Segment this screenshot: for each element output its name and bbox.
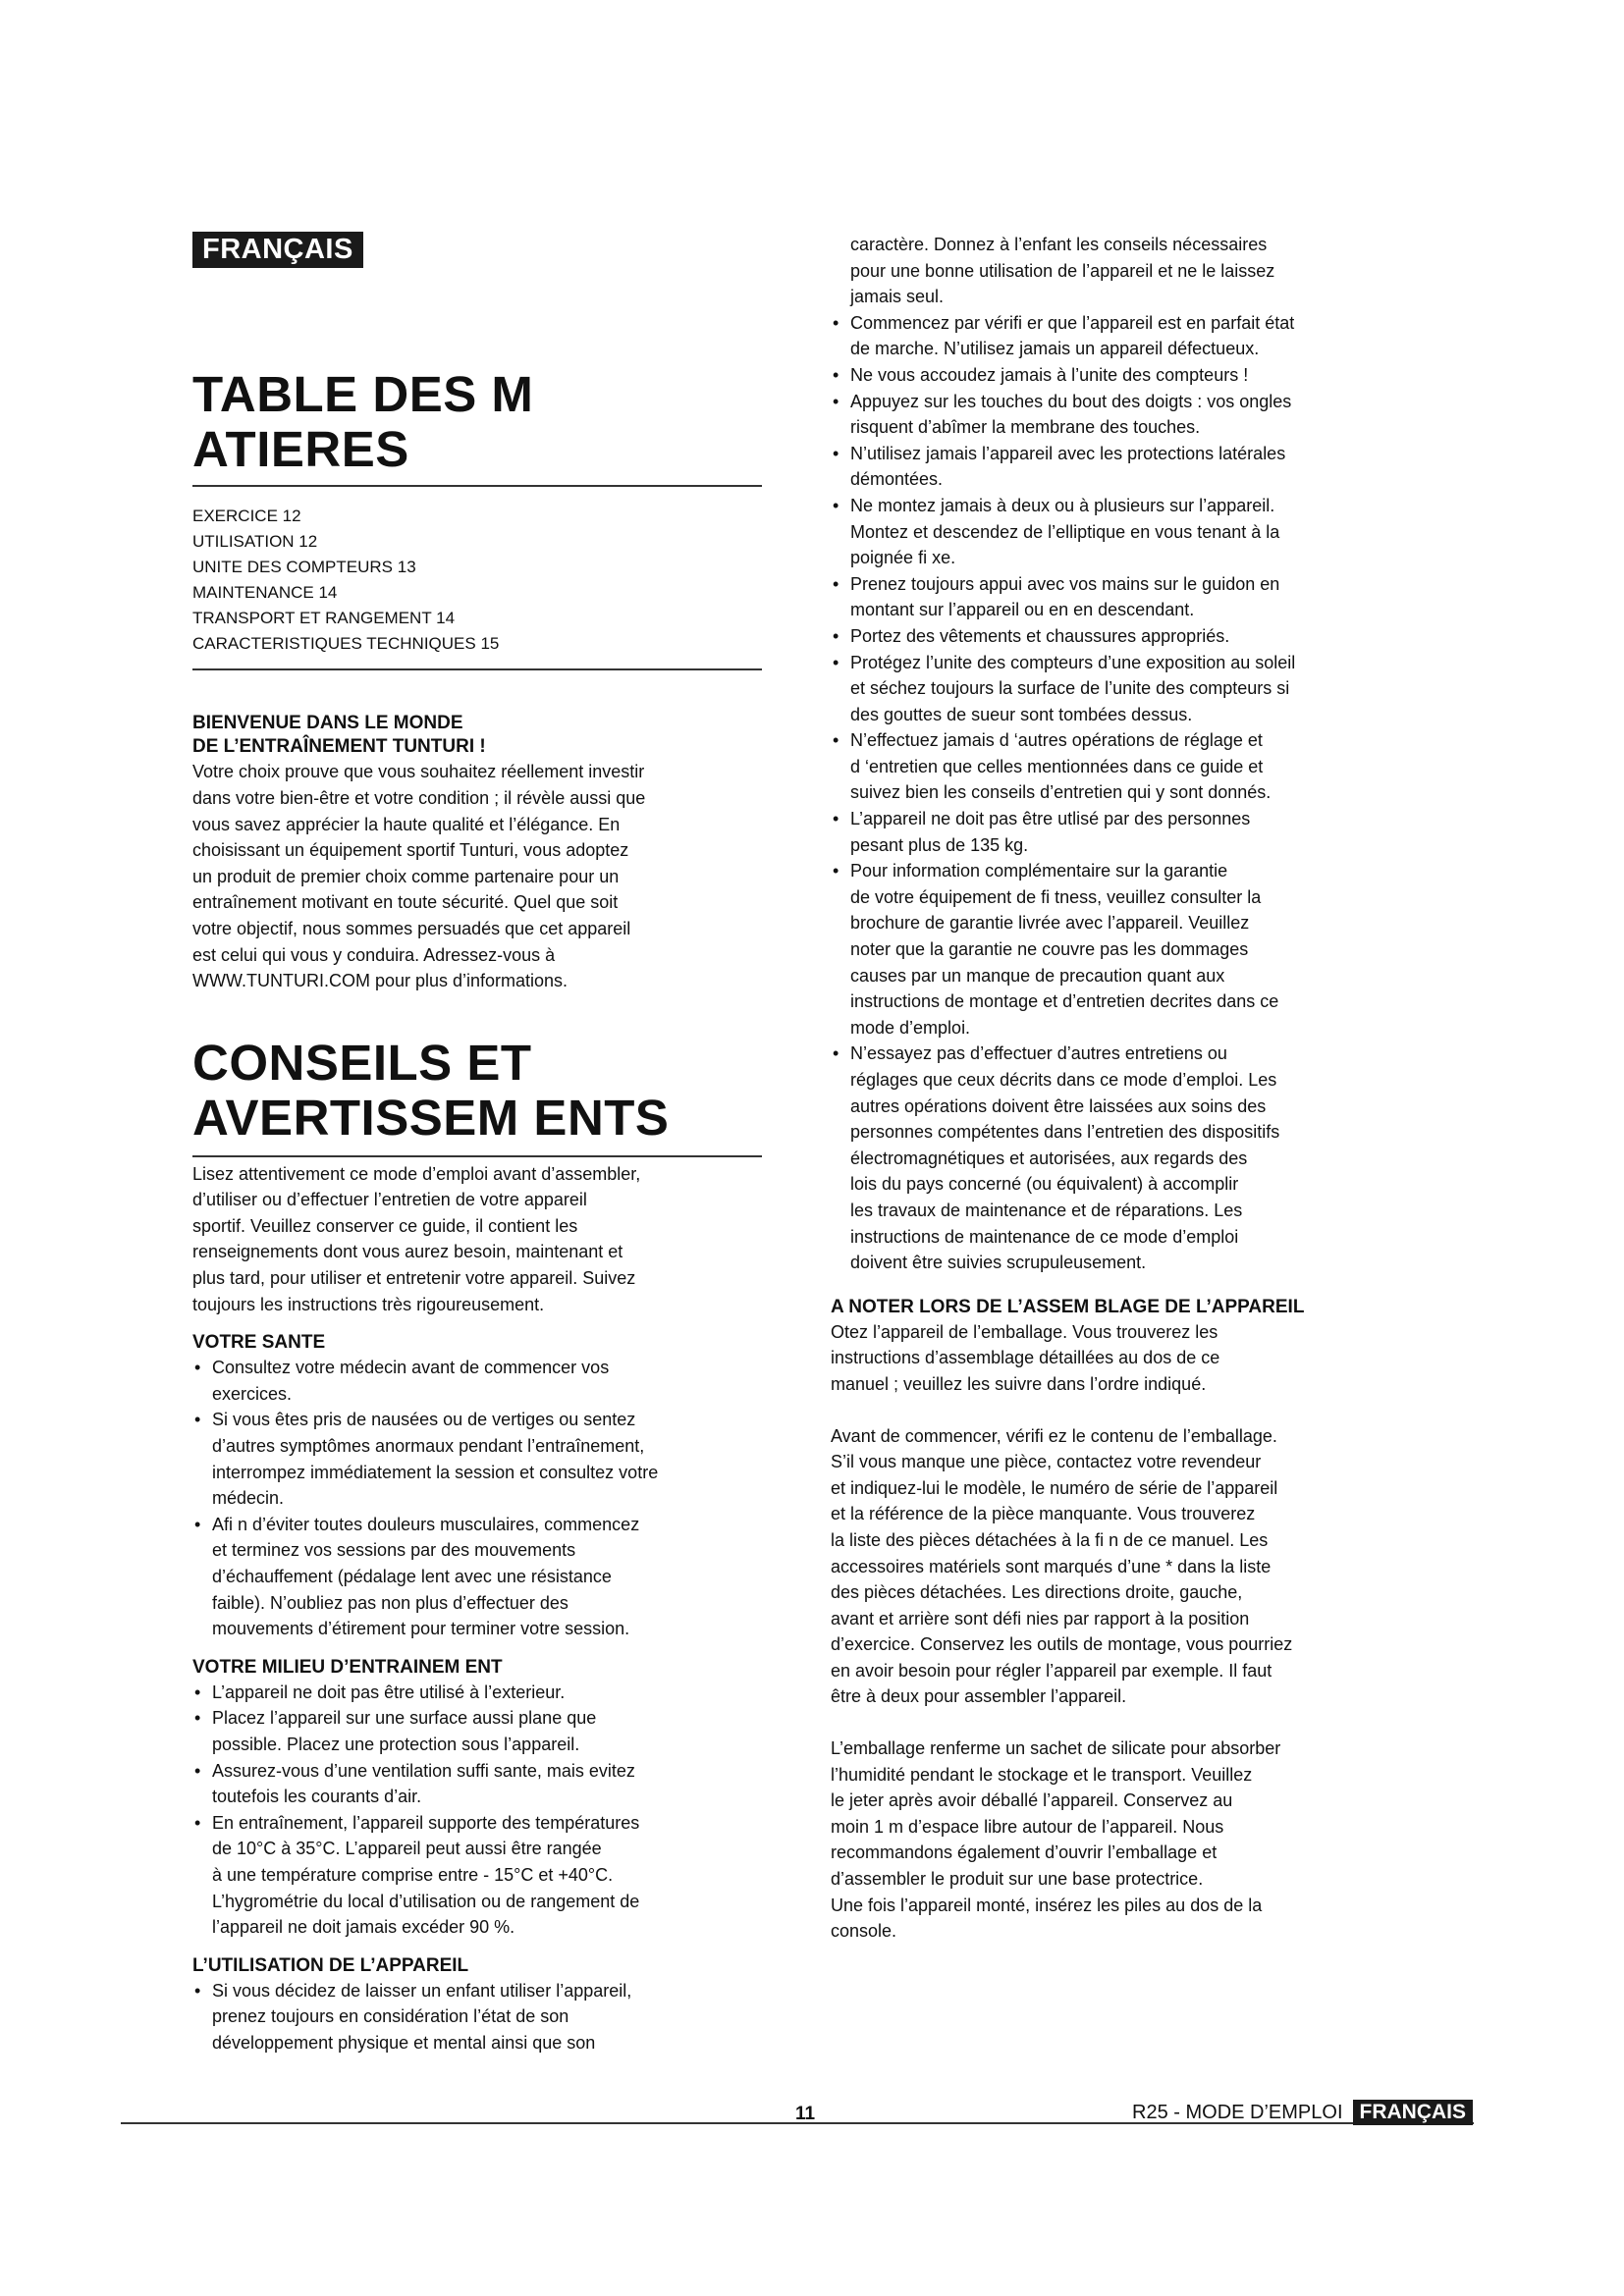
text-line: • Placez l’appareil sur une surface aussi plane que (212, 1708, 597, 1729)
toc-item: CARACTERISTIQUES TECHNIQUES 15 (192, 634, 500, 654)
text-line: et indiquez-lui le modèle, le numéro de série de l’appareil (831, 1477, 1278, 1498)
list-item (831, 1041, 1420, 1275)
text-line: S’il vous manque une pièce, contactez votre revendeur (831, 1452, 1262, 1472)
text-line: Otez l’appareil de l’emballage. Vous trouverez les (831, 1321, 1218, 1342)
text-line: Une fois l’appareil monté, insérez les piles au dos de la (831, 1895, 1263, 1915)
list-item (831, 571, 1420, 623)
text-line: interrompez immédiatement la session et consultez votre (212, 1462, 659, 1482)
text-line: d’autres symptômes anormaux pendant l’entraînement, (212, 1436, 645, 1457)
text-line: recommandons également d’ouvrir l’emballage et (831, 1842, 1218, 1863)
list-item (192, 1680, 762, 1706)
text-line: démontées. (850, 469, 944, 490)
text-line: pesant plus de 135 kg. (850, 834, 1029, 855)
list-item (192, 1407, 762, 1511)
list-item (192, 1355, 762, 1407)
toc-item: UNITE DES COMPTEURS 13 (192, 558, 416, 577)
list-item (831, 310, 1420, 362)
list-item (831, 362, 1420, 389)
footer-language-tag: FRANÇAIS (1353, 2100, 1474, 2125)
text-line: • Si vous êtes pris de nausées ou de vertiges ou sentez (212, 1410, 636, 1430)
toc-title: TABLE DES M ATIERES (192, 366, 534, 478)
text-line: de 10°C à 35°C. L’appareil peut aussi être rangée (212, 1839, 602, 1859)
text-line: • Commencez par vérifi er que l’appareil est en parfait état (850, 312, 1295, 333)
list-item (192, 1810, 762, 1941)
text-line: prenez toujours en considération l’état de son (212, 2006, 569, 2027)
list-item (831, 493, 1420, 571)
text-line: • Pour information complémentaire sur la garantie (850, 861, 1228, 881)
text-line: instructions de montage et d’entretien decrites dans ce (850, 991, 1279, 1012)
text-line: électromagnétiques et autorisées, aux regards des (850, 1148, 1248, 1168)
text-line: • L’appareil ne doit pas être utlisé par des personnes (850, 809, 1251, 829)
list-item (192, 1758, 762, 1810)
text-line: développement physique et mental ainsi que son (212, 2032, 596, 2053)
text-line: • Si vous décidez de laisser un enfant utiliser l’appareil, (212, 1980, 632, 2001)
text-line: d’assembler le produit sur une base protectrice. (831, 1869, 1204, 1890)
health-list (192, 1355, 762, 1642)
footer-label-group (1132, 2100, 1473, 2125)
toc-item: EXERCICE 12 (192, 507, 301, 526)
welcome-heading-line: DE L’ENTRAÎNEMENT TUNTURI ! (192, 736, 486, 758)
text-line: réglages que ceux décrits dans ce mode d’emploi. Les (850, 1070, 1277, 1090)
assembly-paragraph-2 (831, 1423, 1420, 1711)
text-line: l’humidité pendant le stockage et le transport. Veuillez (831, 1764, 1253, 1785)
text-line: d’échauffement (pédalage lent avec une résistance (212, 1567, 612, 1586)
text-line: et terminez vos sessions par des mouvements (212, 1540, 576, 1561)
text-line: accessoires matériels sont marqués d’une * dans la liste (831, 1556, 1272, 1576)
text-line: doivent être suivies scrupuleusement. (850, 1253, 1147, 1273)
toc-list (192, 504, 762, 657)
text-line: manuel ; veuillez les suivre dans l’ordre indiqué. (831, 1373, 1207, 1394)
text-line: console. (831, 1921, 897, 1942)
text-line: d ‘entretien que celles mentionnées dans ce guide et (850, 756, 1264, 776)
text-line: entraînement motivant en toute sécurité. Quel que soit (192, 892, 619, 913)
usage-list (831, 310, 1420, 1276)
text-line: personnes compétentes dans l’entretien des dispositifs (850, 1122, 1280, 1143)
text-line: renseignements dont vous aurez besoin, maintenant et (192, 1242, 623, 1262)
text-line: sportif. Veuillez conserver ce guide, il contient les (192, 1215, 578, 1236)
welcome-paragraph (192, 759, 762, 993)
welcome-heading-line: BIENVENUE DANS LE MONDE (192, 713, 463, 734)
text-line: être à deux pour assembler l’appareil. (831, 1686, 1127, 1707)
health-heading: VOTRE SANTE (192, 1332, 326, 1354)
usage-heading: L’UTILISATION DE L’APPAREIL (192, 1954, 469, 1976)
list-item (831, 441, 1420, 493)
text-line: choisissant un équipement sportif Tunturi, vous adoptez (192, 840, 629, 861)
text-line: pour une bonne utilisation de l’appareil et ne le laissez (850, 260, 1275, 281)
text-line: en avoir besoin pour régler l’appareil par exemple. Il faut (831, 1660, 1272, 1681)
text-line: • Appuyez sur les touches du bout des doigts : vos ongles (850, 391, 1292, 411)
text-line: vous savez apprécier la haute qualité et l’élégance. En (192, 814, 621, 834)
text-line: un produit de premier choix comme partenaire pour un (192, 866, 620, 886)
text-line: dans votre bien-être et votre condition ; il révèle aussi que (192, 787, 646, 808)
text-line: est celui qui vous y conduira. Adressez-vous à (192, 944, 556, 965)
text-line: poignée fi xe. (850, 548, 956, 568)
text-line: de marche. N’utilisez jamais un appareil défectueux. (850, 339, 1260, 359)
text-line: • N’essayez pas d’effectuer d’autres entretiens ou (850, 1043, 1227, 1064)
text-line: instructions d’assemblage détaillées au dos de ce (831, 1348, 1220, 1368)
text-line: • N’utilisez jamais l’appareil avec les protections latérales (850, 443, 1286, 463)
text-line: les travaux de maintenance et de réparations. Les (850, 1200, 1243, 1220)
list-item (831, 858, 1420, 1041)
text-line: • Ne vous accoudez jamais à l’unite des compteurs ! (850, 364, 1249, 385)
text-line: caractère. Donnez à l’enfant les conseils nécessaires (850, 235, 1268, 254)
text-line: Votre choix prouve que vous souhaitez réellement investir (192, 762, 645, 782)
text-line: suivez bien les conseils d’entretien qui y sont donnés. (850, 782, 1272, 803)
text-line: Montez et descendez de l’elliptique en vous tenant à la (850, 521, 1280, 542)
text-line: et séchez toujours la surface de l’unite des compteurs si (850, 678, 1290, 699)
text-line: mode d’emploi. (850, 1017, 971, 1038)
page-number: 11 (794, 2104, 816, 2124)
text-line: causes par un manque de precaution quant aux (850, 965, 1225, 986)
text-line: d’exercice. Conservez les outils de montage, vous pourriez (831, 1634, 1293, 1655)
text-line: votre objectif, nous sommes persuadés que cet appareil (192, 918, 631, 938)
advice-title-line: CONSEILS ET (192, 1034, 532, 1091)
text-line: exercices. (212, 1383, 293, 1404)
text-line: montant sur l’appareil ou en en descendant. (850, 600, 1195, 620)
left-column (192, 232, 762, 2056)
text-line: autres opérations doivent être laissées aux soins des (850, 1095, 1267, 1116)
text-line: • Afi n d’éviter toutes douleurs musculaires, commencez (212, 1514, 640, 1534)
text-line: instructions de maintenance de ce mode d’emploi (850, 1226, 1239, 1247)
text-line: • Assurez-vous d’une ventilation suffi sante, mais evitez (212, 1760, 635, 1781)
list-item (831, 727, 1420, 806)
usage-first-list (192, 1978, 762, 2056)
right-column (831, 232, 1420, 1945)
text-line: à une température comprise entre - 15°C et +40°C. (212, 1864, 614, 1885)
text-line: • Prenez toujours appui avec vos mains sur le guidon en (850, 573, 1280, 594)
usage-continuation (831, 232, 1420, 310)
text-line: plus tard, pour utiliser et entretenir votre appareil. Suivez (192, 1268, 636, 1289)
text-line: • Consultez votre médecin avant de commencer vos (212, 1358, 610, 1378)
text-line: possible. Placez une protection sous l’appareil. (212, 1734, 580, 1754)
text-line: de votre équipement de fi tness, veuillez consulter la (850, 886, 1262, 907)
text-line: l’appareil ne doit jamais excéder 90 %. (212, 1917, 515, 1938)
list-item (831, 389, 1420, 441)
text-line: WWW.TUNTURI.COM pour plus d’informations. (192, 971, 568, 991)
text-line: • Ne montez jamais à deux ou à plusieurs sur l’appareil. (850, 495, 1275, 515)
text-line: • Portez des vêtements et chaussures appropriés. (850, 625, 1230, 646)
list-item (831, 650, 1420, 728)
text-line: Lisez attentivement ce mode d’emploi avant d’assembler, (192, 1163, 641, 1184)
text-line: brochure de garantie livrée avec l’appareil. Veuillez (850, 913, 1250, 934)
text-line: mouvements d’étirement pour terminer votre session. (212, 1619, 630, 1639)
advice-intro (192, 1161, 762, 1318)
text-line: médecin. (212, 1488, 285, 1509)
text-line: faible). N’oubliez pas non plus d’effectuer des (212, 1592, 568, 1613)
welcome-heading (192, 712, 762, 759)
text-line: • Protégez l’unite des compteurs d’une exposition au soleil (850, 652, 1296, 672)
text-line: jamais seul. (850, 287, 945, 307)
text-line: L’hygrométrie du local d’utilisation ou de rangement de (212, 1891, 640, 1911)
text-line: toujours les instructions très rigoureusement. (192, 1294, 545, 1314)
list-item (192, 1512, 762, 1642)
text-line: d’utiliser ou d’effectuer l’entretien de votre appareil (192, 1190, 587, 1210)
text-line: Avant de commencer, vérifi ez le contenu de l’emballage. (831, 1425, 1277, 1446)
environment-heading: VOTRE MILIEU D’ENTRAINEM ENT (192, 1656, 503, 1678)
assembly-paragraph-3 (831, 1735, 1420, 1945)
text-line: des pièces détachées. Les directions droite, gauche, (831, 1582, 1243, 1603)
assembly-heading: A NOTER LORS DE L’ASSEM BLAGE DE L’APPAREIL (831, 1296, 1305, 1317)
manual-label: R25 - MODE D’EMPLOI (1132, 2101, 1343, 2123)
text-line: L’emballage renferme un sachet de silicate pour absorber (831, 1738, 1281, 1759)
assembly-paragraph-1 (831, 1319, 1420, 1398)
text-line: et la référence de la pièce manquante. Vous trouverez (831, 1504, 1256, 1524)
text-line: • En entraînement, l’appareil supporte des températures (212, 1812, 640, 1833)
text-line: la liste des pièces détachées à la fi n de ce manuel. Les (831, 1529, 1269, 1550)
environment-list (192, 1680, 762, 1941)
text-line: toutefois les courants d’air. (212, 1787, 422, 1807)
text-line: risquent d’abîmer la membrane des touches. (850, 417, 1201, 438)
language-tag: FRANÇAIS (192, 232, 363, 268)
text-line: avant et arrière sont défi nies par rapport à la position (831, 1608, 1250, 1629)
toc-item: MAINTENANCE 14 (192, 583, 338, 603)
toc-item: TRANSPORT ET RANGEMENT 14 (192, 609, 456, 628)
text-line: le jeter après avoir déballé l’appareil. Conservez au (831, 1790, 1233, 1811)
text-line: • N’effectuez jamais d ‘autres opérations de réglage et (850, 730, 1263, 751)
text-line: des gouttes de sueur sont tombées dessus. (850, 704, 1193, 724)
advice-title (192, 1036, 762, 1146)
list-item (831, 806, 1420, 858)
list-item (192, 1705, 762, 1757)
text-line: moin 1 m d’espace libre autour de l’appareil. Nous (831, 1816, 1224, 1837)
list-item (192, 1978, 762, 2056)
text-line: • L’appareil ne doit pas être utilisé à l’exterieur. (212, 1682, 566, 1702)
list-item (831, 623, 1420, 650)
text-line: lois du pays concerné (ou équivalent) à accomplir (850, 1174, 1239, 1195)
toc-item: UTILISATION 12 (192, 532, 318, 552)
advice-title-line: AVERTISSEM ENTS (192, 1089, 670, 1146)
text-line: noter que la garantie ne couvre pas les dommages (850, 939, 1249, 960)
